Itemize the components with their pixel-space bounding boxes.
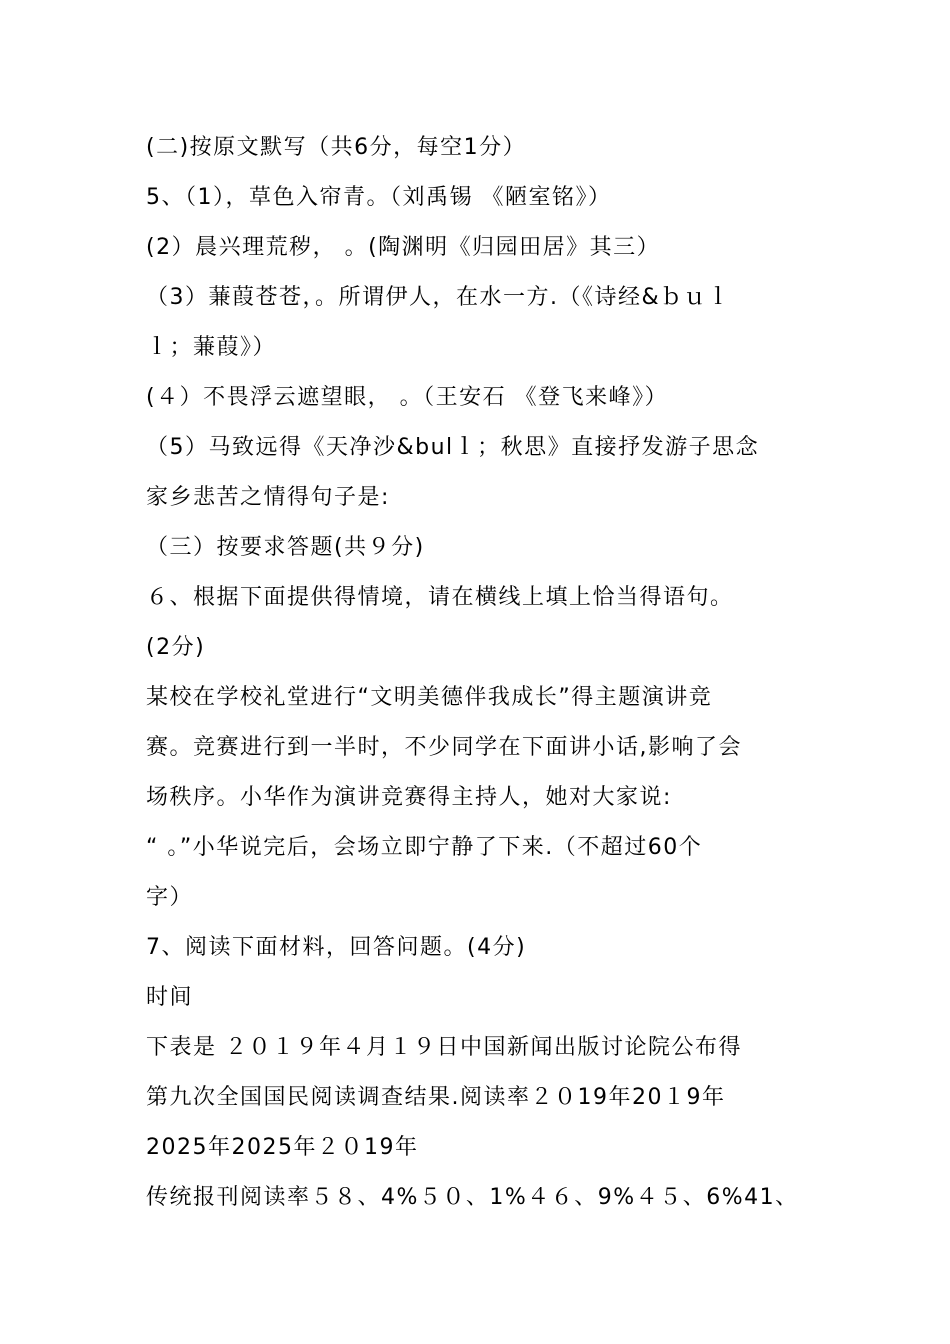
question-6-context-line-2: 赛。竞赛进行到一半时，不少同学在下面讲小话,影响了会: [146, 735, 742, 760]
question-5-item-5: （5）马致远得《天净沙&bulｌ；秋思》直接抒发游子思念: [146, 435, 760, 460]
question-6-context-line-3: 场秩序。小华作为演讲竞赛得主持人，她对大家说:: [146, 785, 672, 810]
question-7-material-line-4: 传统报刊阅读率５８、4%５０、1%４６、9%４５、6%41、: [146, 1185, 799, 1210]
question-5-item-2: (2）晨兴理荒秽， 。(陶渊明《归园田居》其三）: [146, 235, 661, 260]
question-7-time-label: 时间: [146, 985, 194, 1010]
question-5-item-3-continued: ｌ；蒹葭》）: [146, 335, 277, 360]
question-7-material-line-2: 第九次全国国民阅读调查结果.阅读率２０19年20１9年: [146, 1085, 726, 1110]
question-5-item-3: （3）蒹葭苍苍，。所谓伊人，在水一方.（《诗经&ｂｕｌ: [146, 285, 731, 310]
question-5-item-4: (４）不畏浮云遮望眼， 。（王安石 《登飞来峰》）: [146, 385, 669, 410]
question-5-item-1: 5、（1），草色入帘青。（刘禹锡 《陋室铭》）: [146, 185, 612, 210]
question-7-prompt: 7、阅读下面材料，回答问题。(4分): [146, 935, 527, 960]
question-7-material-line-3: 2025年2025年２０19年: [146, 1135, 419, 1160]
question-6-score: (2分): [146, 635, 206, 660]
section-heading-dictation: (二)按原文默写（共6分，每空1分）: [146, 135, 527, 160]
section-heading-answer: （三）按要求答题(共９分): [146, 535, 425, 560]
question-7-material-line-1: 下表是 ２０１９年４月１９日中国新闻出版讨论院公布得: [146, 1035, 742, 1060]
question-5-item-5-continued: 家乡悲苦之情得句子是:: [146, 485, 390, 510]
question-6-context-line-5: 字）: [146, 885, 194, 910]
question-6-context-line-4: “ 。”小华说完后，会场立即宁静了下来.（不超过60个: [146, 835, 703, 860]
question-6-context-line-1: 某校在学校礼堂进行“文明美德伴我成长”得主题演讲竞: [146, 685, 713, 710]
question-6-prompt: ６、根据下面提供得情境，请在横线上填上恰当得语句。: [146, 585, 734, 610]
